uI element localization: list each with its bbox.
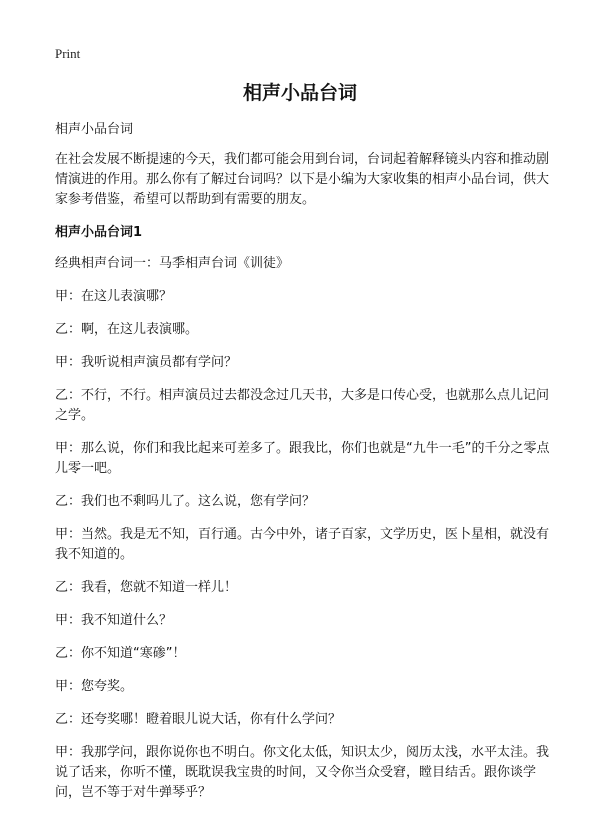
dialogue-line: 甲：我听说相声演员都有学问？ [55,355,238,370]
page-title: 相声小品台词 [242,82,357,104]
dialogue-line: 乙：啊，在这儿表演哪。 [55,322,199,337]
article-subtitle: 相声小品台词 [55,122,134,137]
paragraph: 经典相声台词一：马季相声台词《训徒》 [55,256,290,271]
dialogue-line: 甲：当然。我是无不知，百行通。古今中外，诸子百家，文学历史，医卜星相，就没有我不知道的。 [55,527,550,562]
article-body [55,120,550,816]
dialogue-line: 乙：我们也不剩吗儿了。这么说，您有学问？ [55,494,316,509]
print-link[interactable]: Print [55,46,81,61]
section-heading: 相声小品台词1 [55,225,143,240]
dialogue-line: 甲：那么说，你们和我比起来可差多了。跟我比，你们也就是“九牛一毛”的千分之零点儿零一吧。 [55,441,550,476]
dialogue-line: 乙：还夸奖哪！瞪着眼儿说大话，你有什么学问？ [55,712,342,727]
dialogue-line: 乙：不行，不行。相声演员过去都没念过几天书，大多是口传心受，也就那么点儿记问之学。 [55,388,550,423]
dialogue-line: 甲：我那学问，跟你说你也不明白。你文化太低，知识太少，阅历太浅，水平太洼。我说了话来，你听不懂，既耽误我宝贵的时间，又令你当众受窘，瞠目结舌。跟你谈学问，岂不等于对牛弹琴乎？ [55,745,550,800]
intro-paragraph: 在社会发展不断提速的今天，我们都可能会用到台词，台词起着解释镜头内容和推动剧情演进的作用。那么你有了解过台词吗？以下是小编为大家收集的相声小品台词，供大家参考借鉴，希望可以帮助到有需要的朋友。 [55,152,550,207]
dialogue-line: 甲：您夸奖。 [55,679,134,694]
dialogue-line: 乙：我看，您就不知道一样儿！ [55,580,238,595]
dialogue-line: 乙：你不知道“寒碜”！ [55,646,186,661]
dialogue-line: 甲：我不知道什么？ [55,613,173,628]
dialogue-line: 甲：在这儿表演哪？ [55,289,173,304]
